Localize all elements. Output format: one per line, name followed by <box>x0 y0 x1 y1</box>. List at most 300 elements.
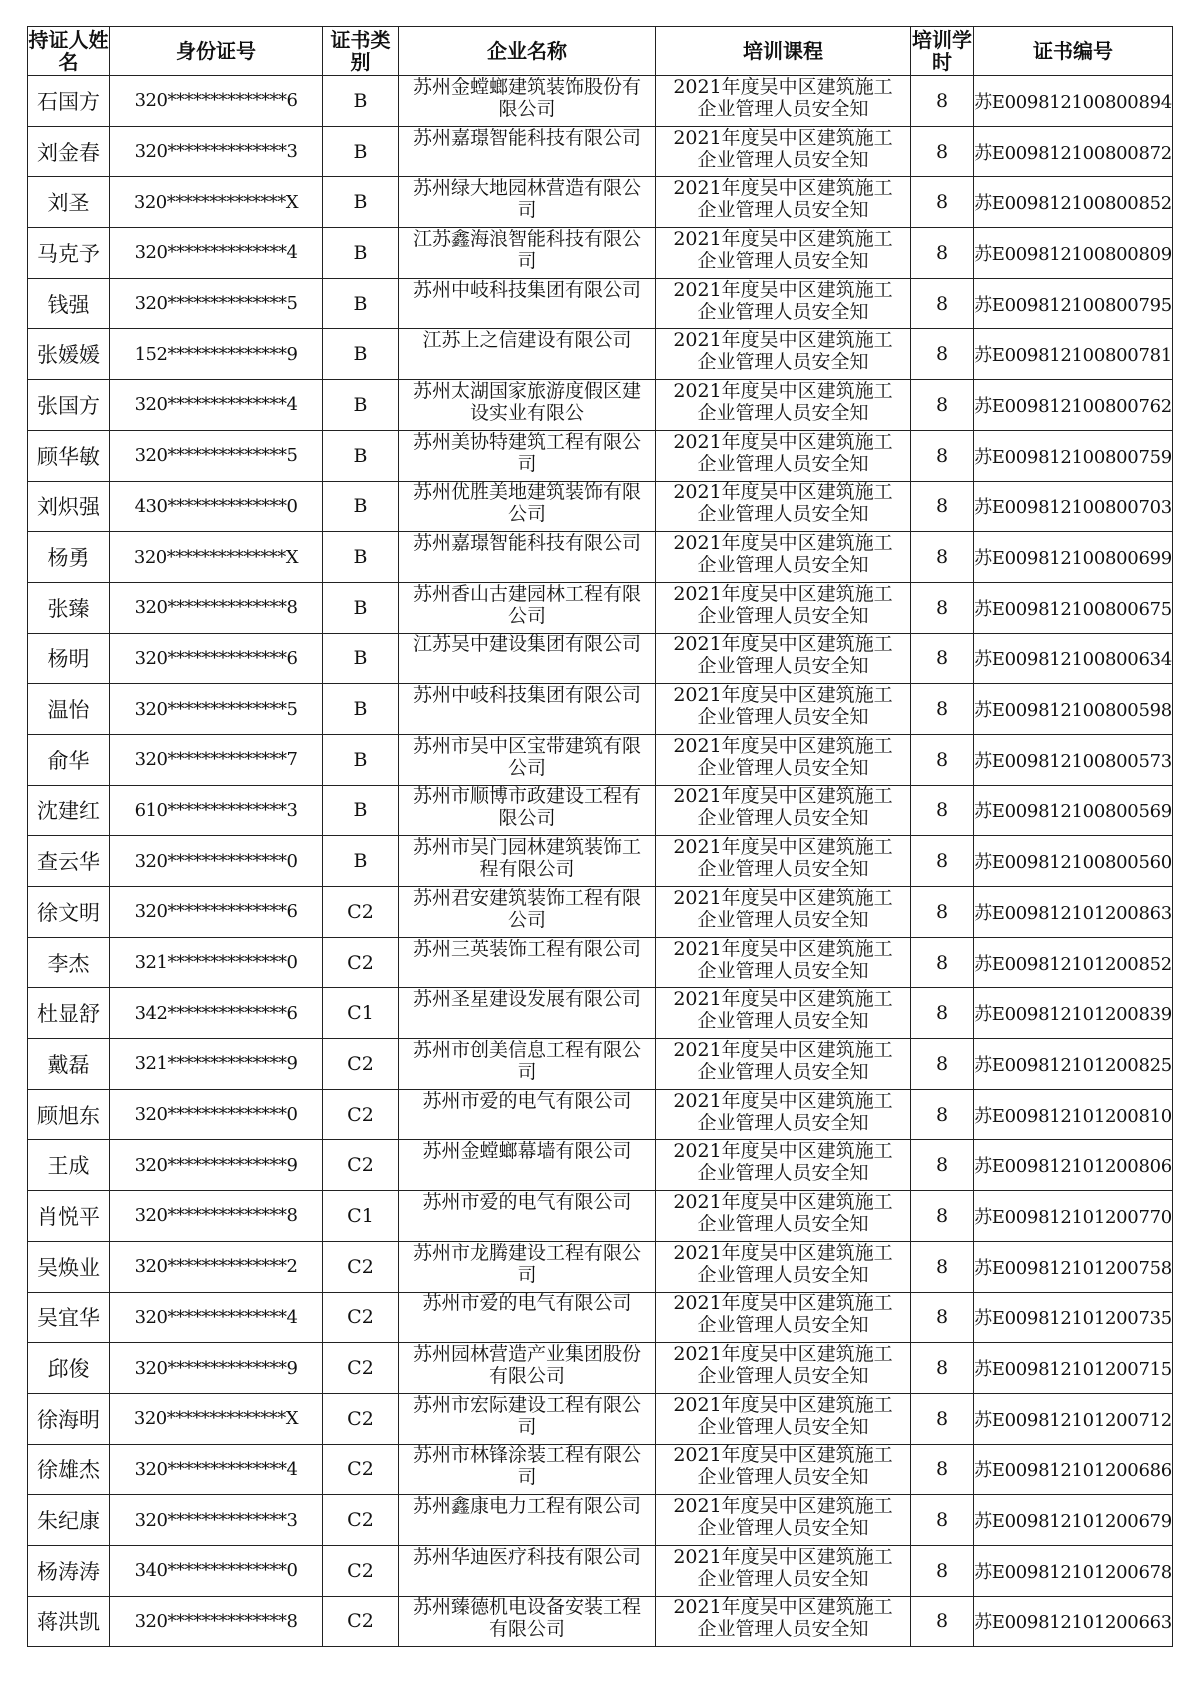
id-number-cell: 320**************4 <box>110 228 323 279</box>
company-name-cell-text: 苏州市吴门园林建筑装饰工程有限公司 <box>412 836 641 881</box>
company-name-cell-text: 苏州市爱的电气有限公司 <box>422 1292 632 1315</box>
company-name-cell-text: 苏州市龙腾建设工程有限公司 <box>412 1241 641 1286</box>
course-cell <box>656 582 911 633</box>
cert-type-cell: B <box>323 785 399 836</box>
id-number-cell: 320**************X <box>110 1393 323 1444</box>
table-row <box>28 988 1173 1039</box>
company-name-cell-text: 苏州园林营造产业集团股份有限公司 <box>412 1343 641 1388</box>
course-cell <box>656 228 911 279</box>
course-cell-text: 2021年度吴中区建筑施工企业管理人员安全知 <box>673 1545 893 1590</box>
company-name-cell-text: 苏州华迪医疗科技有限公司 <box>412 1545 641 1568</box>
course-cell <box>656 734 911 785</box>
course-cell <box>656 76 911 127</box>
course-cell-text: 2021年度吴中区建筑施工企业管理人员安全知 <box>673 734 893 779</box>
hours-cell: 8 <box>911 430 974 481</box>
holder-name-cell: 杜显舒 <box>28 988 110 1039</box>
table-row <box>28 836 1173 887</box>
id-number-cell: 320**************2 <box>110 1241 323 1292</box>
holder-name-cell: 杨勇 <box>28 532 110 583</box>
hours-cell: 8 <box>911 228 974 279</box>
hours-cell: 8 <box>911 1393 974 1444</box>
table-row <box>28 532 1173 583</box>
company-name-cell <box>399 785 656 836</box>
table-row <box>28 633 1173 684</box>
company-name-cell-text: 苏州金螳螂建筑装饰股份有限公司 <box>412 75 641 120</box>
hours-cell: 8 <box>911 532 974 583</box>
company-name-cell <box>399 126 656 177</box>
company-name-cell <box>399 430 656 481</box>
table-row <box>28 734 1173 785</box>
course-cell-text: 2021年度吴中区建筑施工企业管理人员安全知 <box>673 1444 893 1489</box>
course-cell <box>656 1191 911 1242</box>
table-row <box>28 481 1173 532</box>
cert-type-cell: B <box>323 836 399 887</box>
cert-number-cell: 苏E009812100800795 <box>974 278 1173 329</box>
cert-number-cell: 苏E009812100800598 <box>974 684 1173 735</box>
holder-name-cell: 顾华敏 <box>28 430 110 481</box>
cert-type-cell: B <box>323 380 399 431</box>
header-id: 身份证号 <box>110 27 323 76</box>
hours-cell: 8 <box>911 1039 974 1090</box>
holder-name-cell: 查云华 <box>28 836 110 887</box>
company-name-cell-text: 江苏上之信建设有限公司 <box>422 329 632 352</box>
hours-cell: 8 <box>911 76 974 127</box>
cert-number-cell: 苏E009812101200810 <box>974 1089 1173 1140</box>
cert-type-cell: C2 <box>323 1545 399 1596</box>
company-name-cell-text: 苏州君安建筑装饰工程有限公司 <box>412 886 641 931</box>
header-company: 企业名称 <box>399 27 656 76</box>
table-row <box>28 1140 1173 1191</box>
cert-type-cell: C2 <box>323 1495 399 1546</box>
course-cell <box>656 1596 911 1647</box>
table-row <box>28 228 1173 279</box>
id-number-cell: 321**************9 <box>110 1039 323 1090</box>
company-name-cell <box>399 1140 656 1191</box>
company-name-cell <box>399 1393 656 1444</box>
id-number-cell: 320**************6 <box>110 633 323 684</box>
cert-number-cell: 苏E009812100800852 <box>974 177 1173 228</box>
cert-type-cell: C2 <box>323 1596 399 1647</box>
company-name-cell-text: 苏州中岐科技集团有限公司 <box>412 278 641 301</box>
holder-name-cell: 马克予 <box>28 228 110 279</box>
company-name-cell-text: 苏州三英装饰工程有限公司 <box>412 937 641 960</box>
course-cell-text: 2021年度吴中区建筑施工企业管理人员安全知 <box>673 430 893 475</box>
id-number-cell: 320**************9 <box>110 1343 323 1394</box>
company-name-cell <box>399 278 656 329</box>
course-cell <box>656 1343 911 1394</box>
course-cell-text: 2021年度吴中区建筑施工企业管理人员安全知 <box>673 1089 893 1134</box>
cert-number-cell: 苏E009812101200712 <box>974 1393 1173 1444</box>
company-name-cell <box>399 380 656 431</box>
holder-name-cell: 钱强 <box>28 278 110 329</box>
course-cell-text: 2021年度吴中区建筑施工企业管理人员安全知 <box>673 684 893 729</box>
id-number-cell: 320**************3 <box>110 1495 323 1546</box>
cert-type-cell: C2 <box>323 1292 399 1343</box>
course-cell-text: 2021年度吴中区建筑施工企业管理人员安全知 <box>673 1038 893 1083</box>
company-name-cell <box>399 1343 656 1394</box>
table-row <box>28 1545 1173 1596</box>
hours-cell: 8 <box>911 1545 974 1596</box>
company-name-cell <box>399 988 656 1039</box>
cert-type-cell: C1 <box>323 1191 399 1242</box>
id-number-cell: 320**************0 <box>110 1089 323 1140</box>
hours-cell: 8 <box>911 1343 974 1394</box>
id-number-cell: 320**************5 <box>110 684 323 735</box>
holder-name-cell: 张媛媛 <box>28 329 110 380</box>
course-cell-text: 2021年度吴中区建筑施工企业管理人员安全知 <box>673 481 893 526</box>
cert-number-cell: 苏E009812101200758 <box>974 1241 1173 1292</box>
course-cell <box>656 785 911 836</box>
table-row <box>28 1191 1173 1242</box>
header-type: 证书类别 <box>323 27 399 76</box>
course-cell <box>656 177 911 228</box>
course-cell <box>656 937 911 988</box>
hours-cell: 8 <box>911 633 974 684</box>
hours-cell: 8 <box>911 1444 974 1495</box>
hours-cell: 8 <box>911 684 974 735</box>
company-name-cell <box>399 582 656 633</box>
course-cell <box>656 1393 911 1444</box>
table-row <box>28 329 1173 380</box>
id-number-cell: 320**************8 <box>110 1596 323 1647</box>
holder-name-cell: 杨涛涛 <box>28 1545 110 1596</box>
course-cell-text: 2021年度吴中区建筑施工企业管理人员安全知 <box>673 582 893 627</box>
course-cell <box>656 532 911 583</box>
company-name-cell-text: 苏州市爱的电气有限公司 <box>422 1089 632 1112</box>
course-cell <box>656 1241 911 1292</box>
id-number-cell: 320**************8 <box>110 1191 323 1242</box>
id-number-cell: 610**************3 <box>110 785 323 836</box>
company-name-cell <box>399 1545 656 1596</box>
hours-cell: 8 <box>911 887 974 938</box>
cert-type-cell: B <box>323 228 399 279</box>
cert-number-cell: 苏E009812101200863 <box>974 887 1173 938</box>
company-name-cell-text: 苏州绿大地园林营造有限公司 <box>412 177 641 222</box>
course-cell <box>656 1039 911 1090</box>
cert-number-cell: 苏E009812101200678 <box>974 1545 1173 1596</box>
company-name-cell-text: 苏州圣星建设发展有限公司 <box>412 988 641 1011</box>
hours-cell: 8 <box>911 481 974 532</box>
id-number-cell: 320**************0 <box>110 836 323 887</box>
course-cell-text: 2021年度吴中区建筑施工企业管理人员安全知 <box>673 1292 893 1337</box>
course-cell <box>656 1495 911 1546</box>
table-row <box>28 278 1173 329</box>
id-number-cell: 320**************7 <box>110 734 323 785</box>
table-row <box>28 582 1173 633</box>
id-number-cell: 320**************4 <box>110 380 323 431</box>
hours-cell: 8 <box>911 937 974 988</box>
hours-cell: 8 <box>911 1596 974 1647</box>
cert-type-cell: B <box>323 481 399 532</box>
course-cell <box>656 1545 911 1596</box>
company-name-cell-text: 苏州美协特建筑工程有限公司 <box>412 430 641 475</box>
table-row <box>28 1292 1173 1343</box>
course-cell-text: 2021年度吴中区建筑施工企业管理人员安全知 <box>673 177 893 222</box>
cert-number-cell: 苏E009812100800872 <box>974 126 1173 177</box>
cert-number-cell: 苏E009812100800699 <box>974 532 1173 583</box>
holder-name-cell: 杨明 <box>28 633 110 684</box>
course-cell-text: 2021年度吴中区建筑施工企业管理人员安全知 <box>673 278 893 323</box>
cert-number-cell: 苏E009812100800569 <box>974 785 1173 836</box>
company-name-cell-text: 江苏吴中建设集团有限公司 <box>412 633 641 656</box>
table-row <box>28 785 1173 836</box>
company-name-cell <box>399 481 656 532</box>
cert-number-cell: 苏E009812101200806 <box>974 1140 1173 1191</box>
cert-number-cell: 苏E009812101200686 <box>974 1444 1173 1495</box>
cert-number-cell: 苏E009812101200825 <box>974 1039 1173 1090</box>
hours-cell: 8 <box>911 278 974 329</box>
table-row <box>28 1089 1173 1140</box>
table-row <box>28 1393 1173 1444</box>
table-row <box>28 684 1173 735</box>
cert-type-cell: B <box>323 177 399 228</box>
company-name-cell <box>399 1596 656 1647</box>
course-cell-text: 2021年度吴中区建筑施工企业管理人员安全知 <box>673 988 893 1033</box>
company-name-cell <box>399 1292 656 1343</box>
course-cell-text: 2021年度吴中区建筑施工企业管理人员安全知 <box>673 1343 893 1388</box>
table-row <box>28 126 1173 177</box>
table-row <box>28 177 1173 228</box>
company-name-cell <box>399 1444 656 1495</box>
cert-type-cell: C2 <box>323 1140 399 1191</box>
holder-name-cell: 沈建红 <box>28 785 110 836</box>
cert-type-cell: B <box>323 582 399 633</box>
table-row <box>28 1444 1173 1495</box>
table-row <box>28 430 1173 481</box>
hours-cell: 8 <box>911 1089 974 1140</box>
course-cell <box>656 380 911 431</box>
cert-type-cell: C2 <box>323 1393 399 1444</box>
course-cell <box>656 1140 911 1191</box>
id-number-cell: 320**************6 <box>110 76 323 127</box>
header-course: 培训课程 <box>656 27 911 76</box>
id-number-cell: 320**************3 <box>110 126 323 177</box>
table-row <box>28 380 1173 431</box>
company-name-cell <box>399 1039 656 1090</box>
course-cell-text: 2021年度吴中区建筑施工企业管理人员安全知 <box>673 886 893 931</box>
course-cell <box>656 1444 911 1495</box>
course-cell-text: 2021年度吴中区建筑施工企业管理人员安全知 <box>673 836 893 881</box>
cert-number-cell: 苏E009812101200852 <box>974 937 1173 988</box>
holder-name-cell: 肖悦平 <box>28 1191 110 1242</box>
course-cell-text: 2021年度吴中区建筑施工企业管理人员安全知 <box>673 633 893 678</box>
holder-name-cell: 吴宜华 <box>28 1292 110 1343</box>
holder-name-cell: 张国方 <box>28 380 110 431</box>
holder-name-cell: 俞华 <box>28 734 110 785</box>
company-name-cell <box>399 734 656 785</box>
cert-number-cell: 苏E009812101200715 <box>974 1343 1173 1394</box>
cert-number-cell: 苏E009812101200770 <box>974 1191 1173 1242</box>
table-row <box>28 1495 1173 1546</box>
holder-name-cell: 朱纪康 <box>28 1495 110 1546</box>
course-cell <box>656 278 911 329</box>
cert-type-cell: C2 <box>323 1444 399 1495</box>
course-cell-text: 2021年度吴中区建筑施工企业管理人员安全知 <box>673 227 893 272</box>
course-cell-text: 2021年度吴中区建筑施工企业管理人员安全知 <box>673 379 893 424</box>
company-name-cell <box>399 633 656 684</box>
cert-type-cell: C2 <box>323 1343 399 1394</box>
company-name-cell-text: 苏州中岐科技集团有限公司 <box>412 684 641 707</box>
holder-name-cell: 刘金春 <box>28 126 110 177</box>
cert-number-cell: 苏E009812100800759 <box>974 430 1173 481</box>
id-number-cell: 321**************0 <box>110 937 323 988</box>
id-number-cell: 152**************9 <box>110 329 323 380</box>
cert-number-cell: 苏E009812100800894 <box>974 76 1173 127</box>
company-name-cell-text: 苏州市林锋涂装工程有限公司 <box>412 1444 641 1489</box>
header-name: 持证人姓名 <box>28 28 109 74</box>
course-cell <box>656 126 911 177</box>
holder-name-cell: 蒋洪凯 <box>28 1596 110 1647</box>
company-name-cell <box>399 1495 656 1546</box>
company-name-cell <box>399 329 656 380</box>
holder-name-cell: 徐文明 <box>28 887 110 938</box>
cert-type-cell: B <box>323 633 399 684</box>
cert-number-cell: 苏E009812100800781 <box>974 329 1173 380</box>
id-number-cell: 320**************6 <box>110 887 323 938</box>
company-name-cell-text: 江苏鑫海浪智能科技有限公司 <box>412 227 641 272</box>
cert-number-cell: 苏E009812100800560 <box>974 836 1173 887</box>
company-name-cell <box>399 684 656 735</box>
cert-type-cell: B <box>323 76 399 127</box>
hours-cell: 8 <box>911 1292 974 1343</box>
course-cell <box>656 684 911 735</box>
course-cell-text: 2021年度吴中区建筑施工企业管理人员安全知 <box>673 329 893 374</box>
cert-type-cell: B <box>323 684 399 735</box>
course-cell <box>656 988 911 1039</box>
hours-cell: 8 <box>911 988 974 1039</box>
cert-number-cell: 苏E009812101200679 <box>974 1495 1173 1546</box>
holder-name-cell: 刘炽强 <box>28 481 110 532</box>
holder-name-cell: 温怡 <box>28 684 110 735</box>
course-cell-text: 2021年度吴中区建筑施工企业管理人员安全知 <box>673 1190 893 1235</box>
table-row <box>28 1596 1173 1647</box>
hours-cell: 8 <box>911 1140 974 1191</box>
course-cell-text: 2021年度吴中区建筑施工企业管理人员安全知 <box>673 75 893 120</box>
holder-name-cell: 徐海明 <box>28 1393 110 1444</box>
company-name-cell-text: 苏州金螳螂幕墙有限公司 <box>422 1140 632 1163</box>
holder-name-cell: 顾旭东 <box>28 1089 110 1140</box>
course-cell-text: 2021年度吴中区建筑施工企业管理人员安全知 <box>673 1241 893 1286</box>
cert-type-cell: C2 <box>323 1241 399 1292</box>
hours-cell: 8 <box>911 126 974 177</box>
id-number-cell: 340**************0 <box>110 1545 323 1596</box>
hours-cell: 8 <box>911 380 974 431</box>
company-name-cell-text: 苏州臻德机电设备安装工程有限公司 <box>412 1596 641 1641</box>
id-number-cell: 320**************9 <box>110 1140 323 1191</box>
holder-name-cell: 张臻 <box>28 582 110 633</box>
holder-name-cell: 徐雄杰 <box>28 1444 110 1495</box>
table-row <box>28 1343 1173 1394</box>
table-row <box>28 887 1173 938</box>
hours-cell: 8 <box>911 1495 974 1546</box>
holder-name-cell: 王成 <box>28 1140 110 1191</box>
company-name-cell <box>399 887 656 938</box>
course-cell <box>656 1089 911 1140</box>
course-cell <box>656 1292 911 1343</box>
company-name-cell-text: 苏州优胜美地建筑装饰有限公司 <box>412 481 641 526</box>
cert-type-cell: C2 <box>323 887 399 938</box>
company-name-cell-text: 苏州市顺博市政建设工程有限公司 <box>412 785 641 830</box>
table-row <box>28 76 1173 127</box>
hours-cell: 8 <box>911 836 974 887</box>
course-cell-text: 2021年度吴中区建筑施工企业管理人员安全知 <box>673 126 893 171</box>
id-number-cell: 320**************X <box>110 532 323 583</box>
hours-cell: 8 <box>911 734 974 785</box>
holder-name-cell: 石国方 <box>28 76 110 127</box>
table-row <box>28 937 1173 988</box>
course-cell <box>656 887 911 938</box>
header-cert-no: 证书编号 <box>974 27 1173 76</box>
company-name-cell <box>399 177 656 228</box>
holder-name-cell: 吴焕业 <box>28 1241 110 1292</box>
cert-number-cell: 苏E009812100800573 <box>974 734 1173 785</box>
company-name-cell <box>399 1089 656 1140</box>
hours-cell: 8 <box>911 785 974 836</box>
id-number-cell: 320**************5 <box>110 430 323 481</box>
id-number-cell: 430**************0 <box>110 481 323 532</box>
company-name-cell <box>399 532 656 583</box>
holder-name-cell: 李杰 <box>28 937 110 988</box>
cert-number-cell: 苏E009812100800703 <box>974 481 1173 532</box>
cert-type-cell: B <box>323 329 399 380</box>
company-name-cell-text: 苏州市宏际建设工程有限公司 <box>412 1393 641 1438</box>
cert-number-cell: 苏E009812100800634 <box>974 633 1173 684</box>
course-cell-text: 2021年度吴中区建筑施工企业管理人员安全知 <box>673 937 893 982</box>
holder-name-cell: 戴磊 <box>28 1039 110 1090</box>
cert-number-cell: 苏E009812101200839 <box>974 988 1173 1039</box>
cert-type-cell: B <box>323 734 399 785</box>
company-name-cell-text: 苏州市吴中区宝带建筑有限公司 <box>412 734 641 779</box>
company-name-cell-text: 苏州鑫康电力工程有限公司 <box>412 1495 641 1518</box>
cert-number-cell: 苏E009812101200663 <box>974 1596 1173 1647</box>
cert-number-cell: 苏E009812100800809 <box>974 228 1173 279</box>
cert-type-cell: C2 <box>323 1039 399 1090</box>
company-name-cell <box>399 1241 656 1292</box>
hours-cell: 8 <box>911 1191 974 1242</box>
hours-cell: 8 <box>911 582 974 633</box>
company-name-cell-text: 苏州市爱的电气有限公司 <box>422 1190 632 1213</box>
cert-type-cell: C2 <box>323 937 399 988</box>
course-cell-text: 2021年度吴中区建筑施工企业管理人员安全知 <box>673 532 893 577</box>
course-cell <box>656 481 911 532</box>
cert-number-cell: 苏E009812100800675 <box>974 582 1173 633</box>
hours-cell: 8 <box>911 329 974 380</box>
course-cell-text: 2021年度吴中区建筑施工企业管理人员安全知 <box>673 1495 893 1540</box>
company-name-cell <box>399 228 656 279</box>
company-name-cell <box>399 1191 656 1242</box>
table-row <box>28 1039 1173 1090</box>
cert-type-cell: B <box>323 126 399 177</box>
cert-type-cell: B <box>323 430 399 481</box>
header-hours: 培训学时 <box>912 28 972 74</box>
hours-cell: 8 <box>911 1241 974 1292</box>
company-name-cell-text: 苏州香山古建园林工程有限公司 <box>412 582 641 627</box>
company-name-cell-text: 苏州嘉璟智能科技有限公司 <box>412 126 641 149</box>
company-name-cell <box>399 76 656 127</box>
course-cell <box>656 633 911 684</box>
course-cell-text: 2021年度吴中区建筑施工企业管理人员安全知 <box>673 785 893 830</box>
cert-number-cell: 苏E009812101200735 <box>974 1292 1173 1343</box>
course-cell <box>656 329 911 380</box>
course-cell-text: 2021年度吴中区建筑施工企业管理人员安全知 <box>673 1596 893 1641</box>
id-number-cell: 320**************5 <box>110 278 323 329</box>
company-name-cell-text: 苏州市创美信息工程有限公司 <box>412 1038 641 1083</box>
cert-type-cell: C1 <box>323 988 399 1039</box>
holder-name-cell: 刘圣 <box>28 177 110 228</box>
course-cell-text: 2021年度吴中区建筑施工企业管理人员安全知 <box>673 1393 893 1438</box>
course-cell <box>656 430 911 481</box>
course-cell <box>656 836 911 887</box>
